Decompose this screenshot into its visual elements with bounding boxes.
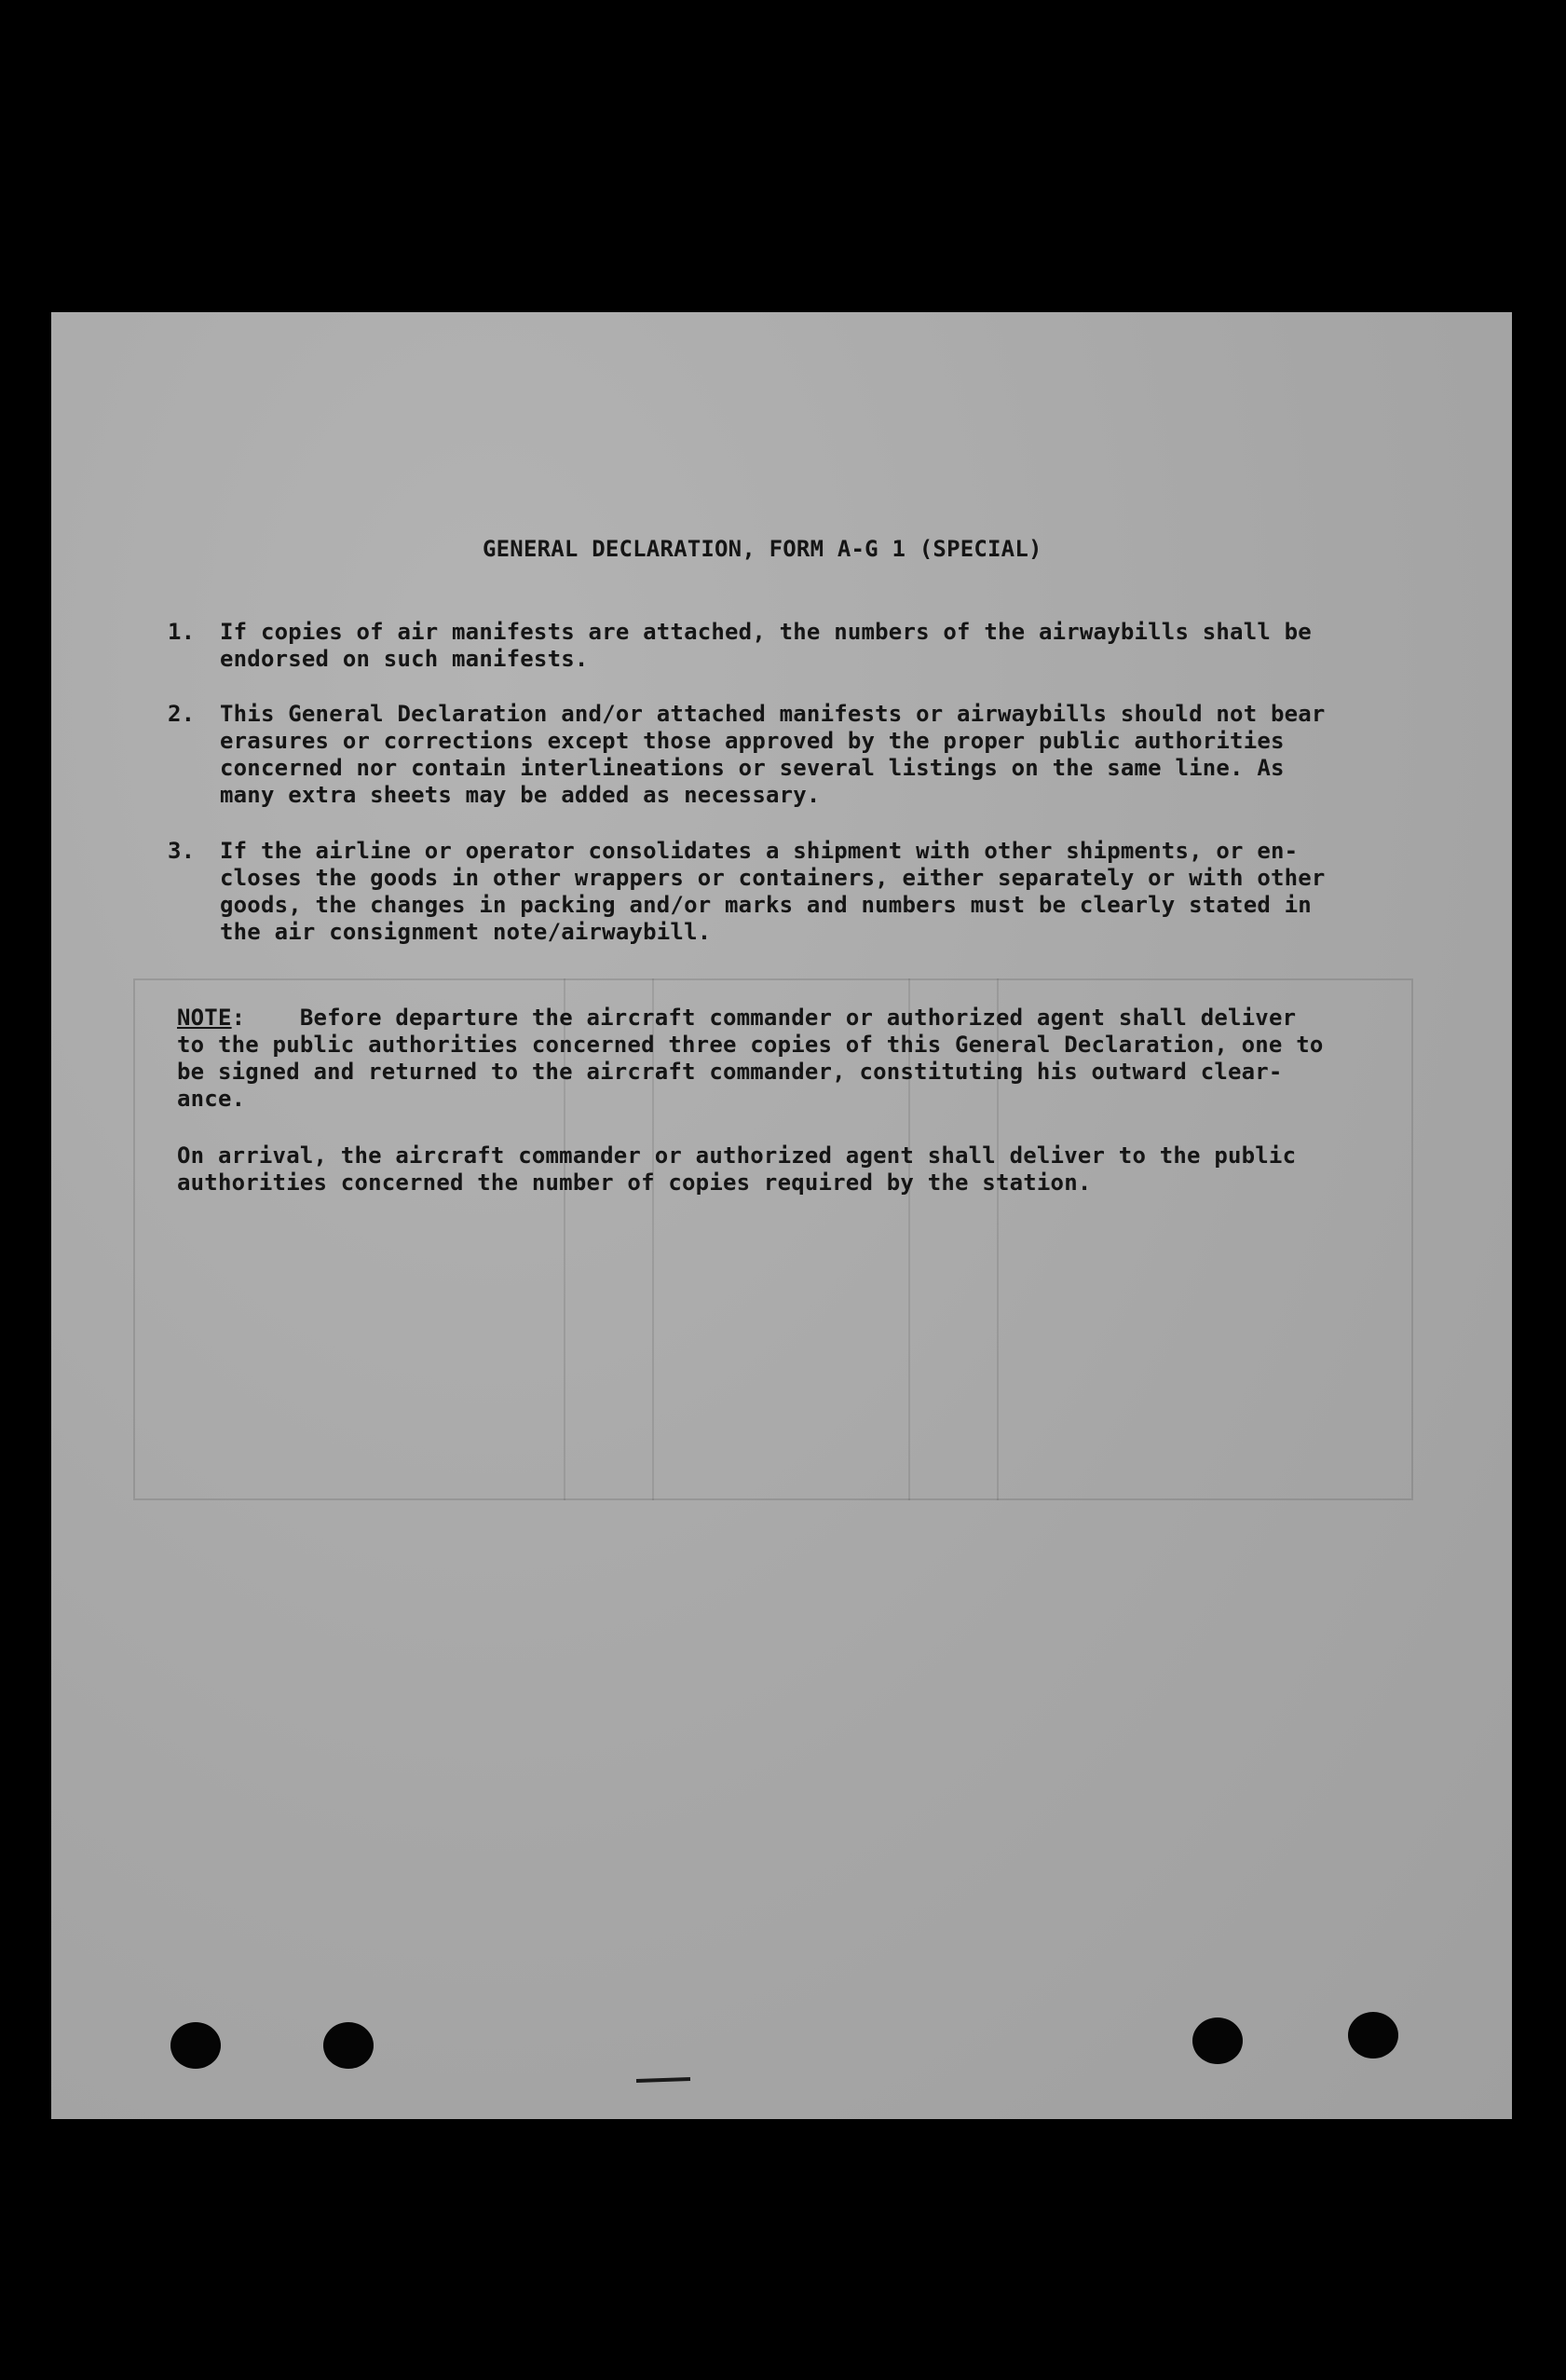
punch-hole-icon [1348,2012,1398,2059]
note-first-line: Before departure the aircraft commander or authorized agent shall deliver [245,1005,1297,1031]
text-line: ance. [177,1086,246,1112]
text-line: This General Declaration and/or attached manifests or airwaybills should not bear [220,701,1326,727]
pen-mark [636,2077,690,2083]
item-text [220,701,1326,809]
text-line: authorities concerned the number of copies required by the station. [177,1169,1092,1196]
item-number: 2. [168,701,196,727]
item-number: 3. [168,838,196,864]
note-colon: : [231,1005,246,1031]
text-line: goods, the changes in packing and/or marks and numbers must be clearly stated in [220,892,1312,918]
text-line: endorsed on such manifests. [220,646,589,672]
text-line: closes the goods in other wrappers or containers, either separately or with other [220,865,1326,891]
item-number: 1. [168,619,196,645]
text-line: If the airline or operator consolidates a shipment with other shipments, or en- [220,838,1299,864]
text-line: to the public authorities concerned three copies of this General Declaration, one to [177,1032,1324,1058]
text-line: If copies of air manifests are attached, the numbers of the airwaybills shall be [220,619,1312,645]
text-line: concerned nor contain interlineations or several listings on the same line. As [220,755,1285,781]
note-label: NOTE [177,1005,232,1031]
text-line [177,1005,1324,1032]
punch-hole-icon [323,2022,374,2069]
text-line: On arrival, the aircraft commander or authorized agent shall deliver to the public [177,1142,1297,1169]
text-line: many extra sheets may be added as necessary. [220,782,821,808]
item-text [220,619,1312,673]
page-title: GENERAL DECLARATION, FORM A-G 1 (SPECIAL) [483,536,1042,562]
text-line: be signed and returned to the aircraft commander, constituting his outward clear- [177,1059,1283,1085]
item-text [220,838,1326,946]
note-section [177,1005,1324,1113]
text-line: erasures or corrections except those approved by the proper public authorities [220,728,1285,754]
punch-hole-icon [1192,2018,1243,2064]
text-line: the air consignment note/airwaybill. [220,919,712,945]
punch-hole-icon [170,2022,221,2069]
arrival-section [177,1142,1296,1197]
document-page [51,312,1512,2119]
